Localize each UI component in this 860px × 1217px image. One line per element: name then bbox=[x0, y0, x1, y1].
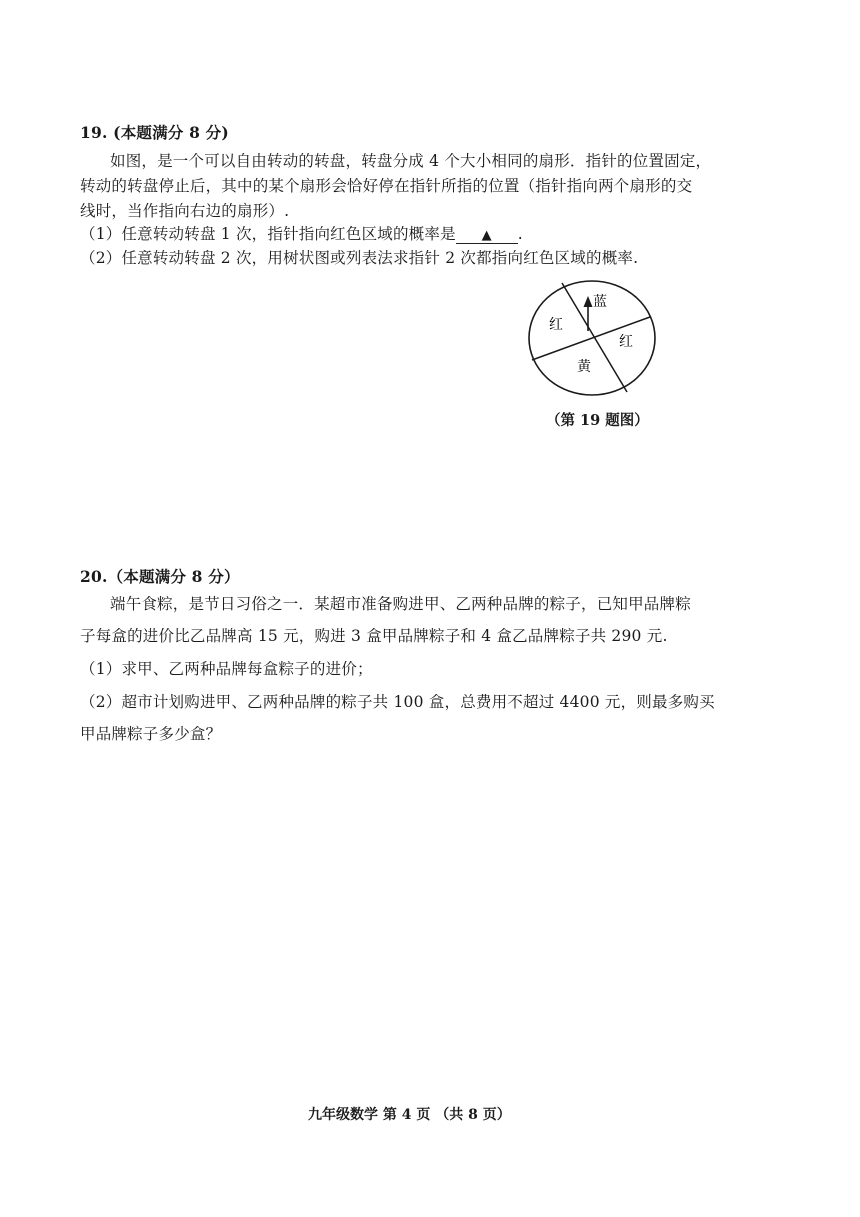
q20-heading: 20.（本题满分 8 分） bbox=[80, 567, 240, 586]
q19-intro-line2: 转动的转盘停止后，其中的某个扇形会恰好停在指针所指的位置（指针指向两个扇形的交 bbox=[80, 177, 693, 195]
q19-part1-text: （1）任意转动转盘 1 次，指针指向红色区域的概率是 bbox=[80, 225, 456, 243]
answer-blank bbox=[456, 229, 518, 244]
q20-intro-line2: 子每盒的进价比乙品牌高 15 元，购进 3 盒甲品牌粽子和 4 盒乙品牌粽子共 290 元. bbox=[80, 627, 668, 645]
q19-part1-period: . bbox=[517, 225, 523, 243]
figure-caption: （第 19 题图） bbox=[546, 412, 649, 429]
q19-part1 bbox=[80, 222, 523, 244]
q20-intro-line1: 端午食粽，是节日习俗之一．某超市准备购进甲、乙两种品牌的粽子，已知甲品牌粽 bbox=[110, 595, 691, 613]
sector-label-top: 蓝 bbox=[593, 294, 607, 310]
q19-heading: 19. (本题满分 8 分) bbox=[80, 123, 229, 142]
spinner-figure bbox=[526, 278, 658, 398]
sector-label-right: 红 bbox=[619, 334, 633, 350]
q20-part2-line1: （2）超市计划购进甲、乙两种品牌的粽子共 100 盒，总费用不超过 4400 元，则最多购买 bbox=[80, 693, 715, 711]
sector-label-bottom: 黄 bbox=[577, 359, 591, 375]
triangle-icon: ▲ bbox=[481, 228, 492, 243]
q20-part1: （1）求甲、乙两种品牌每盒粽子的进价； bbox=[80, 660, 373, 678]
q19-intro-line1: 如图，是一个可以自由转动的转盘，转盘分成 4 个大小相同的扇形．指针的位置固定， bbox=[110, 152, 712, 170]
q19-part2: （2）任意转动转盘 2 次，用树状图或列表法求指针 2 次都指向红色区域的概率. bbox=[80, 249, 639, 267]
page-footer: 九年级数学 第 4 页 （共 8 页） bbox=[308, 1107, 511, 1123]
q19-intro-line3: 线时，当作指向右边的扇形）. bbox=[80, 202, 290, 220]
q20-part2-line2: 甲品牌粽子多少盒？ bbox=[80, 725, 222, 743]
pointer-arrow-icon bbox=[584, 296, 593, 307]
sector-label-left: 红 bbox=[549, 317, 563, 333]
